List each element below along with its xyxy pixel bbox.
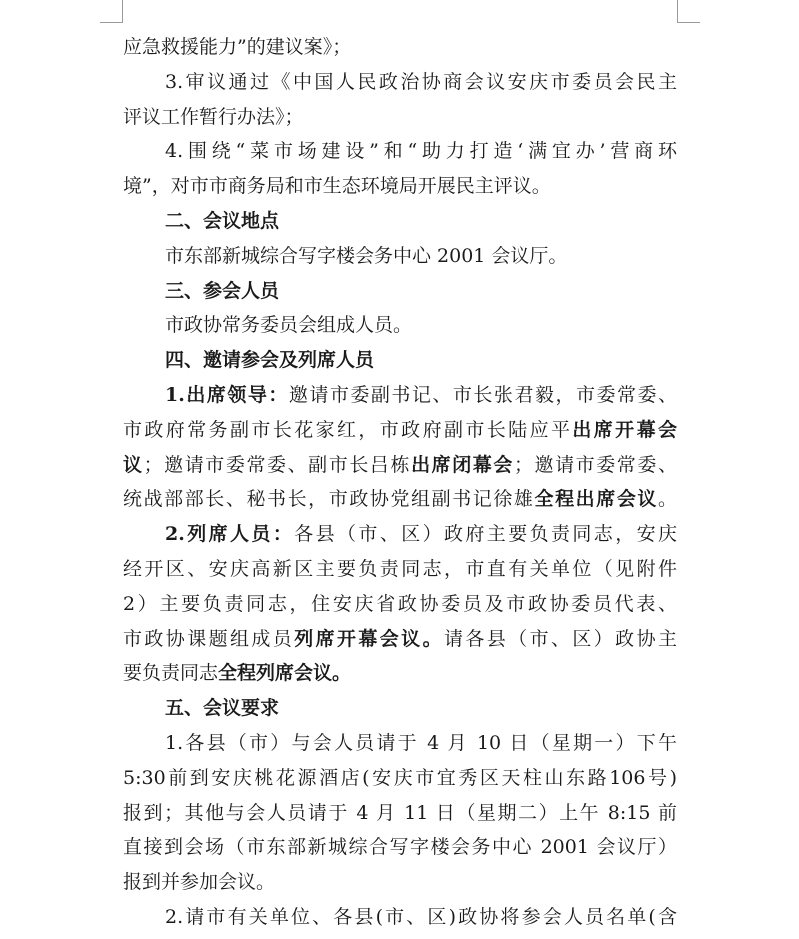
text-line <box>123 169 677 204</box>
bold-text-segment: 三、参会人员 <box>165 279 280 302</box>
text-segment: 报到；其他与会人员请于 4 月 11 日（星期二）上午 8:15 前 <box>123 801 677 824</box>
text-segment: 市政府常务副市长花家红，市政府副市长陆应平 <box>123 418 573 441</box>
text-line <box>123 622 677 657</box>
text-segment: 5:30前到安庆桃花源酒店(安庆市宜秀区天柱山东路106号) <box>123 766 677 789</box>
bold-text-segment: 1.出席领导： <box>165 383 289 406</box>
bold-text-segment: 四、邀请参会及列席人员 <box>165 349 375 372</box>
text-segment: 1.各县（市）与会人员请于 4 月 10 日（星期一）下午 <box>165 731 677 754</box>
text-line <box>123 656 677 691</box>
text-line <box>123 308 677 343</box>
text-segment: 评议工作暂行办法》； <box>123 105 304 128</box>
text-line <box>123 830 677 865</box>
section-heading <box>123 274 677 309</box>
bold-text-segment: 列席开幕会议。 <box>294 627 444 650</box>
text-line <box>123 482 677 517</box>
text-segment: 市东部新城综合写字楼会务中心 2001 会议厅。 <box>165 244 568 267</box>
section-heading <box>123 204 677 239</box>
text-line <box>123 552 677 587</box>
text-segment: 市政协课题组成员 <box>123 627 295 650</box>
text-line <box>123 761 677 796</box>
text-segment: 2.请市有关单位、各县(市、区)政协将参会人员名单(含 <box>165 905 677 928</box>
text-segment: 2）主要负责同志，住安庆省政协委员及市政协委员代表、 <box>123 592 677 615</box>
bold-text-segment: 全程出席会议 <box>534 488 658 511</box>
text-segment: 要负责同志 <box>123 662 219 685</box>
text-segment: 邀请市委副书记、市长张君毅，市委常委、 <box>288 383 677 406</box>
text-segment: 直接到会场（市东部新城综合写字楼会务中心 2001 会议厅） <box>123 836 677 859</box>
text-segment: 各县（市、区）政府主要负责同志，安庆 <box>294 523 677 546</box>
text-segment: 报到并参加会议。 <box>123 871 276 894</box>
text-line <box>123 726 677 761</box>
bold-text-segment: 出席开幕会 <box>572 418 677 441</box>
text-segment: 4.围绕“菜市场建设”和“助力打造‘满宜办’营商环 <box>165 140 677 163</box>
text-segment: 3.审议通过《中国人民政治协商会议安庆市委员会民主 <box>165 70 677 93</box>
text-line <box>123 239 677 274</box>
text-segment: 统战部部长、秘书长，市政协党组副书记徐雄 <box>123 488 535 511</box>
text-line <box>123 587 677 622</box>
bold-text-segment: 五、会议要求 <box>165 697 280 720</box>
bold-text-segment: 2.列席人员： <box>165 523 295 546</box>
text-segment: 经开区、安庆高新区主要负责同志，市直有关单位（见附件 <box>123 557 677 580</box>
text-segment: ；邀请市委常委、副市长吕栋 <box>143 453 412 476</box>
text-line <box>123 134 677 169</box>
section-heading <box>123 343 677 378</box>
document-page <box>123 30 677 935</box>
text-line <box>123 100 677 135</box>
bold-text-segment: 出席闭幕会 <box>411 453 514 476</box>
text-segment: ；邀请市委常委、 <box>513 453 677 476</box>
text-line <box>123 796 677 831</box>
bold-text-segment: 议 <box>123 453 144 476</box>
section-heading <box>123 691 677 726</box>
text-line <box>123 517 677 552</box>
text-segment: 市政协常务委员会组成人员。 <box>165 314 413 337</box>
text-line <box>123 413 677 448</box>
text-line <box>123 865 677 900</box>
text-line <box>123 65 677 100</box>
text-segment: 境”，对市市商务局和市生态环境局开展民主评议。 <box>123 175 551 198</box>
text-line <box>123 900 677 935</box>
text-line <box>123 30 677 65</box>
page-corner-mark-right <box>677 0 700 23</box>
page-corner-mark-left <box>100 0 123 23</box>
bold-text-segment: 二、会议地点 <box>165 209 280 232</box>
text-segment: 请各县（市、区）政协主 <box>443 627 677 650</box>
text-line <box>123 378 677 413</box>
text-segment: 应急救援能力”的建议案》； <box>123 36 352 58</box>
text-line <box>123 448 677 483</box>
bold-text-segment: 全程列席会议。 <box>218 662 352 685</box>
text-segment: 。 <box>657 488 677 511</box>
